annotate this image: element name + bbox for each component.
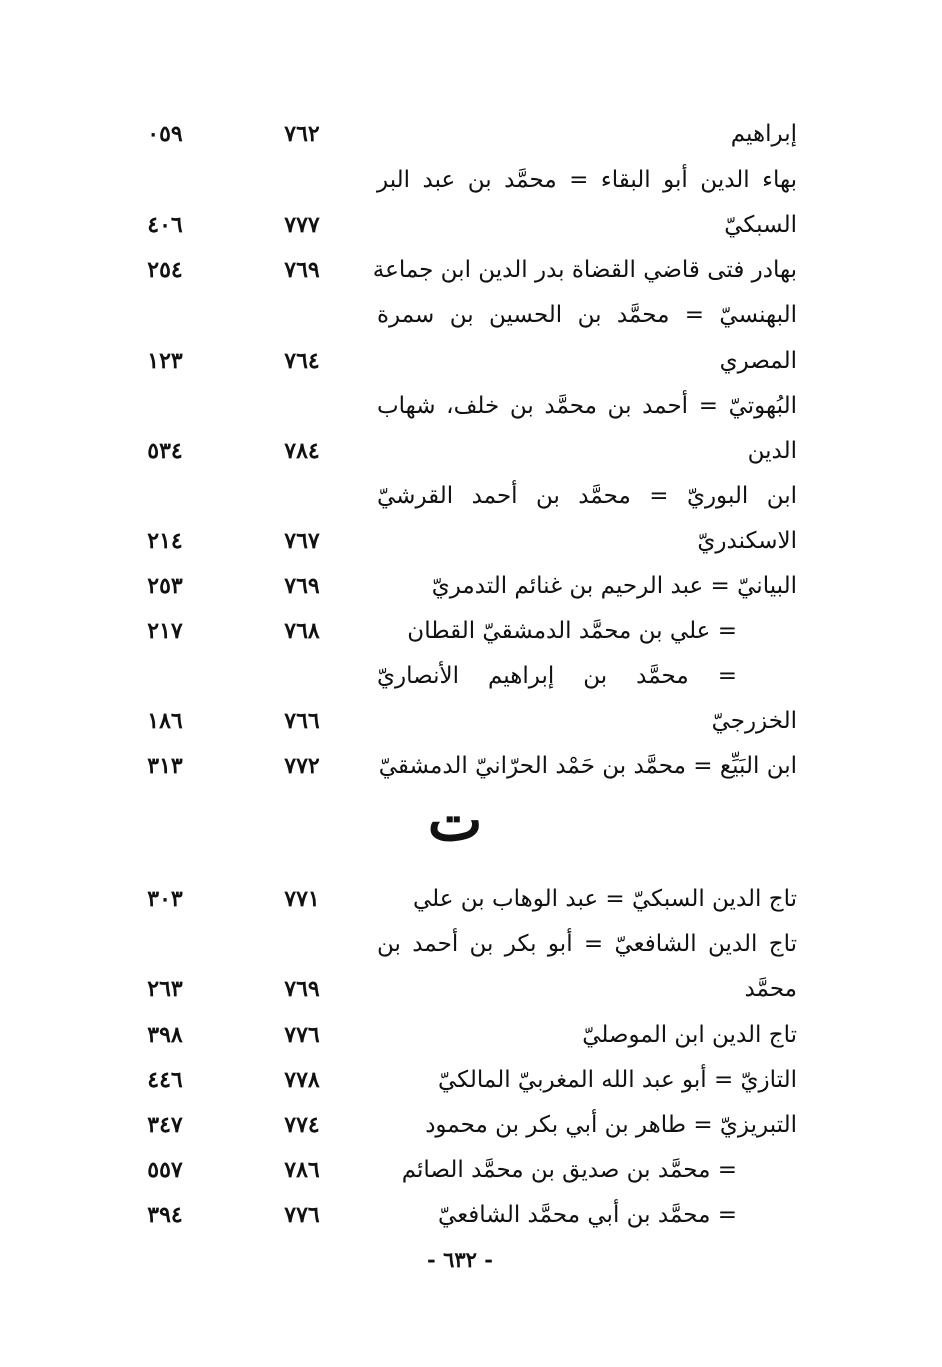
entry-name: السبكيّ bbox=[724, 212, 797, 238]
entry-name: بهاء الدين أبو البقاء = محمَّد بن عبد البر bbox=[377, 167, 797, 193]
index-entry bbox=[0, 474, 942, 519]
entry-year: ٧٧١ bbox=[284, 886, 320, 912]
entry-number: ٢١٤ bbox=[147, 528, 183, 554]
entry-year: ٧٦٤ bbox=[284, 348, 320, 374]
entry-number: ٣٩٤ bbox=[147, 1202, 183, 1228]
entry-name: = محمَّد بن صديق بن محمَّد الصائم bbox=[401, 1157, 737, 1183]
entry-number: ٢٥٤ bbox=[147, 257, 183, 283]
entry-name: = محمَّد بن إبراهيم الأنصاريّ bbox=[377, 663, 737, 689]
index-entry bbox=[0, 1193, 942, 1238]
entry-name: = محمَّد بن أبي محمَّد الشافعيّ bbox=[438, 1202, 737, 1228]
entry-number: ٠٥٩ bbox=[147, 121, 183, 147]
entry-name: البهنسيّ = محمَّد بن الحسين بن سمرة bbox=[377, 302, 797, 328]
entry-year: ٧٧٤ bbox=[284, 1112, 320, 1138]
index-entry bbox=[0, 1013, 942, 1058]
index-entry bbox=[0, 384, 942, 429]
index-entry bbox=[0, 744, 942, 789]
index-entry bbox=[0, 1103, 942, 1148]
entry-name: الدين bbox=[747, 438, 797, 464]
entry-year: ٧٦٩ bbox=[284, 257, 320, 283]
index-entry bbox=[0, 609, 942, 654]
entry-year: ٧٦٢ bbox=[284, 121, 320, 147]
entry-name: ابن البوريّ = محمَّد بن أحمد القرشيّ bbox=[377, 483, 797, 509]
index-entry bbox=[0, 1058, 942, 1103]
index-entry bbox=[0, 248, 942, 293]
entry-year: ٧٨٦ bbox=[284, 1157, 320, 1183]
index-entry bbox=[0, 429, 942, 474]
entry-name: الخزرجيّ bbox=[711, 708, 797, 734]
entry-name: بهادر فتى قاضي القضاة بدر الدين ابن جماعة bbox=[372, 257, 797, 283]
entry-year: ٧٦٧ bbox=[284, 528, 320, 554]
entry-number: ٣٠٣ bbox=[147, 886, 183, 912]
entry-name: إبراهيم bbox=[730, 121, 797, 147]
entry-year: ٧٧٦ bbox=[284, 1022, 320, 1048]
entry-year: ٧٧٨ bbox=[284, 1067, 320, 1093]
entry-number: ١٨٦ bbox=[147, 708, 183, 734]
entry-year: ٧٧٦ bbox=[284, 1202, 320, 1228]
index-entry bbox=[0, 564, 942, 609]
entry-number: ٤٤٦ bbox=[147, 1067, 183, 1093]
entry-year: ٧٦٦ bbox=[284, 708, 320, 734]
entry-name: البيانيّ = عبد الرحيم بن غنائم التدمريّ bbox=[431, 573, 797, 599]
index-entry bbox=[0, 293, 942, 338]
entry-year: ٧٦٩ bbox=[284, 976, 320, 1002]
entry-name: محمَّد bbox=[744, 976, 797, 1002]
entry-number: ٥٥٧ bbox=[147, 1157, 183, 1183]
page-number: - ٦٣٢ - bbox=[427, 1247, 493, 1272]
entry-number: ٢٥٣ bbox=[147, 573, 183, 599]
index-entry bbox=[0, 699, 942, 744]
entry-year: ٧٨٤ bbox=[284, 438, 320, 464]
entry-year: ٧٦٩ bbox=[284, 573, 320, 599]
entry-name: التبريزيّ = طاهر بن أبي بكر بن محمود bbox=[425, 1112, 797, 1138]
entry-number: ٣٤٧ bbox=[147, 1112, 183, 1138]
entry-number: ٤٠٦ bbox=[147, 212, 183, 238]
entry-year: ٧٦٨ bbox=[284, 618, 320, 644]
index-entry bbox=[0, 519, 942, 564]
entry-name: ابن البَيِّع = محمَّد بن حَمْد الحرّانيّ الدمشقيّ bbox=[378, 753, 797, 779]
entry-number: ١٢٣ bbox=[147, 348, 183, 374]
index-entry bbox=[0, 203, 942, 248]
entry-year: ٧٧٧ bbox=[284, 212, 320, 238]
entry-name: التازيّ = أبو عبد الله المغربيّ المالكيّ bbox=[438, 1067, 797, 1093]
entry-number: ٣١٣ bbox=[147, 753, 183, 779]
entry-name: = علي بن محمَّد الدمشقيّ القطان bbox=[407, 618, 737, 644]
entry-number: ٢١٧ bbox=[147, 618, 183, 644]
index-entry bbox=[0, 967, 942, 1012]
entry-name: الاسكندريّ bbox=[697, 528, 797, 554]
section-letter: ت bbox=[427, 786, 483, 854]
index-entry bbox=[0, 922, 942, 967]
entry-name: المصري bbox=[719, 348, 797, 374]
entry-number: ٣٩٨ bbox=[147, 1022, 183, 1048]
entry-name: تاج الدين ابن الموصليّ bbox=[582, 1022, 797, 1048]
entry-name: البُهوتيّ = أحمد بن محمَّد بن خلف، شهاب bbox=[377, 393, 797, 419]
index-entry bbox=[0, 654, 942, 699]
index-entry bbox=[0, 1148, 942, 1193]
entry-number: ٢٦٣ bbox=[147, 976, 183, 1002]
index-entry bbox=[0, 877, 942, 922]
entry-number: ٥٣٤ bbox=[147, 438, 183, 464]
index-entry bbox=[0, 112, 942, 157]
index-entry bbox=[0, 158, 942, 203]
entry-name: تاج الدين الشافعيّ = أبو بكر بن أحمد بن bbox=[377, 931, 797, 957]
entry-year: ٧٧٢ bbox=[284, 753, 320, 779]
entry-name: تاج الدين السبكيّ = عبد الوهاب بن علي bbox=[412, 886, 797, 912]
index-entry bbox=[0, 339, 942, 384]
